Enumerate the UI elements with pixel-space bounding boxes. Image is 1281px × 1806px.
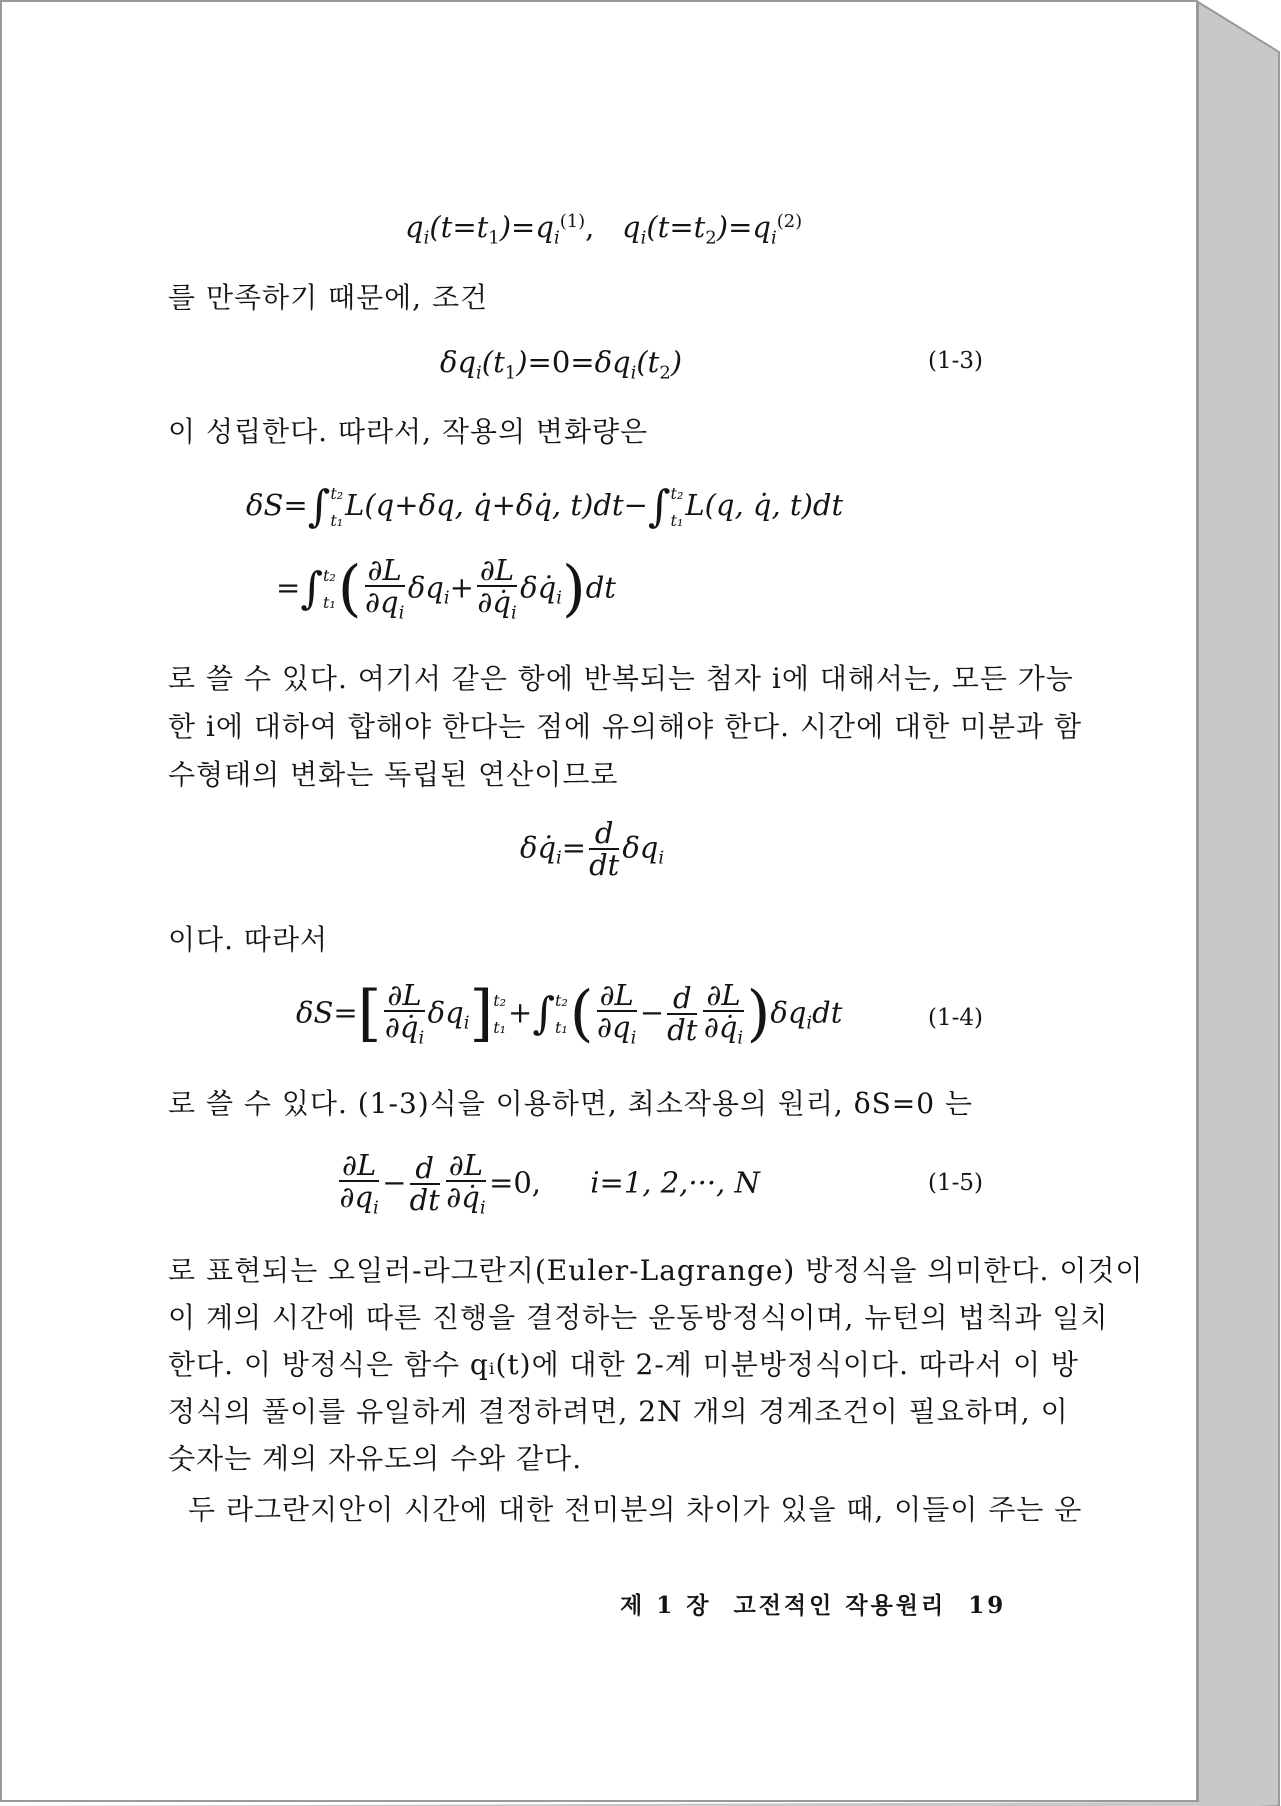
paragraph-6-line-1: 로 표현되는 오일러-라그란지(Euler-Lagrange) 방정식을 의미한다. 이것이 — [168, 1254, 1144, 1287]
equation-number-1-3: (1-3) — [928, 348, 983, 374]
page-number: 19 — [968, 1592, 1007, 1619]
equation-action-variation-2: =∫ t₂ t₁ ( $\frac{\partial L}{\partial q_i}$ $\delta q_i+$ $\frac{\partial L}{\partial q̇_i}$ $\delta q̇_i)dt$ — [276, 552, 616, 624]
paragraph-6-line-4: 정식의 풀이를 유일하게 결정하려면, 2N 개의 경계조건이 필요하며, 이 — [168, 1395, 1069, 1428]
paragraph-6 — [168, 1247, 1143, 1482]
paragraph-2: 이 성립한다. 따라서, 작용의 변화량은 — [168, 415, 649, 448]
equation-boundary: $q_i(t=t_1)=q_i^{(1)}$, $q_i(t=t_2)=q_i^{(2)}$ — [405, 210, 803, 249]
spine-side — [1198, 2, 1279, 1806]
footer-chapter: 제 1 장 — [620, 1592, 712, 1619]
equation-number-1-5: (1-5) — [928, 1170, 983, 1196]
paragraph-4: 이다. 따라서 — [168, 923, 329, 956]
equation-number-1-4: (1-4) — [928, 1005, 983, 1031]
paragraph-3-line-2: 한 i에 대하여 합해야 한다는 점에 유의해야 한다. 시간에 대한 미분과 함 — [168, 710, 1083, 743]
paragraph-3 — [168, 655, 1082, 799]
footer-title: 고전적인 작용원리 — [733, 1592, 947, 1619]
paragraph-1: 를 만족하기 때문에, 조건 — [168, 281, 489, 314]
paragraph-3-line-3: 수형태의 변화는 독립된 연산이므로 — [168, 758, 619, 791]
spine-bottom — [20, 1802, 1279, 1806]
paragraph-3-line-1: 로 쓸 수 있다. 여기서 같은 항에 반복되는 첨자 i에 대해서는, 모든 가능 — [168, 662, 1074, 695]
paragraph-6-line-5: 숫자는 계의 자유도의 수와 같다. — [168, 1442, 583, 1475]
paragraph-6-line-2: 이 계의 시간에 따른 진행을 결정하는 운동방정식이며, 뉴턴의 법칙과 일치 — [168, 1301, 1109, 1334]
equation-1-3: $\delta q_i(t_1)=0=\delta q_i(t_2)$ — [440, 345, 683, 384]
equation-action-variation-1: δS=∫ t₂ t₁ L(q+δq, q̇+δq̇, t)dt−∫ t₂ t₁ L(q, q̇, t)dt — [246, 482, 844, 533]
paragraph-7: 두 라그란지안이 시간에 대한 전미분의 차이가 있을 때, 이들이 주는 운 — [188, 1493, 1083, 1526]
paragraph-5: 로 쓸 수 있다. (1-3)식을 이용하면, 최소작용의 원리, δS=0 는 — [168, 1087, 973, 1120]
equation-1-4: δS=[ $\frac{\partial L}{\partial q̇_i}$ $\delta q_i$] t₂ t₁ +∫ t₂ t₁ ( $\frac{\partial L}{\partial q_i}$ − $\frac{d}{dt}$ $\frac{\partial L}{\partial q̇_i}$ )$\delta q_idt$ — [296, 977, 843, 1049]
running-footer — [620, 1587, 1006, 1620]
paragraph-6-line-3: 한다. 이 방정식은 함수 qᵢ(t)에 대한 2-계 미분방정식이다. 따라서 이 방 — [168, 1348, 1079, 1381]
equation-delta-qdot: $\delta q̇_i=$ $\frac{d}{dt}$ $\delta q_i$ — [520, 816, 665, 883]
equation-1-5: $\frac{\partial L}{\partial q_i}$ − $\frac{d}{dt}$ $\frac{\partial L}{\partial q̇_i}$ =0, i=1, 2,···, N — [339, 1148, 760, 1219]
